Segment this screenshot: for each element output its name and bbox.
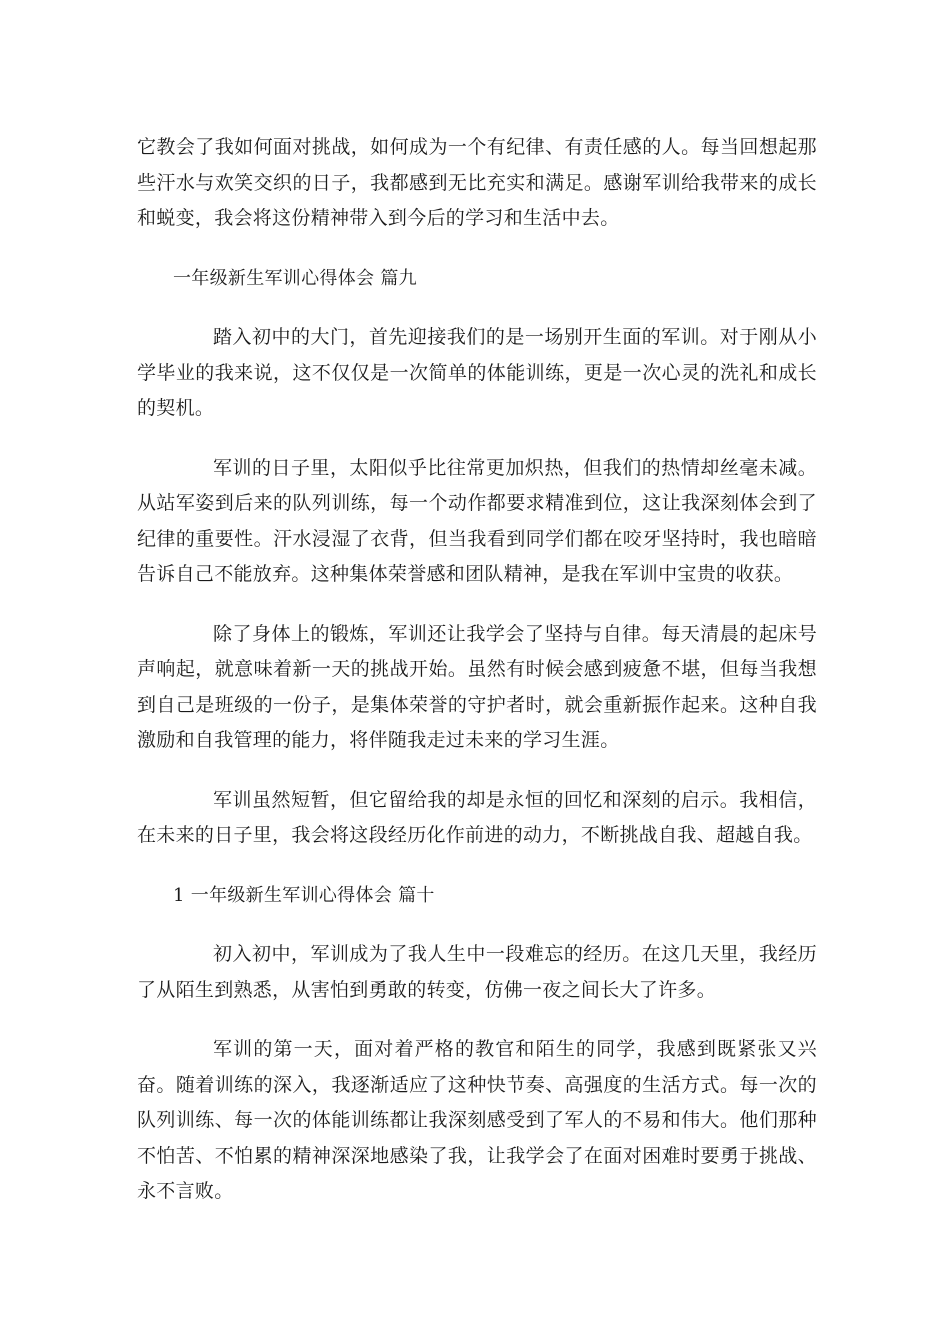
paragraph: 军训的日子里，太阳似乎比往常更加炽热，但我们的热情却丝毫未减。从站军姿到后来的队列训练，每一个动作都要求精准到位，这让我深刻体会到了纪律的重要性。汗水浸湿了衣背，但当我看到同学们都在咬牙坚持时，我也暗暗告诉自己不能放弃。这种集体荣誉感和团队精神，是我在军训中宝贵的收获。 (137, 456, 817, 585)
section-heading: 一年级新生军训心得体会 篇九 (173, 267, 417, 289)
document-body (137, 130, 817, 1234)
paragraph: 除了身体上的锻炼，军训还让我学会了坚持与自律。每天清晨的起床号声响起，就意味着新一天的挑战开始。虽然有时候会感到疲惫不堪，但每当我想到自己是班级的一份子，是集体荣誉的守护者时，就会重新振作起来。这种自我激励和自我管理的能力，将伴随我走过未来的学习生涯。 (137, 622, 817, 751)
paragraph: 踏入初中的大门，首先迎接我们的是一场别开生面的军训。对于刚从小学毕业的我来说，这不仅仅是一次简单的体能训练，更是一次心灵的洗礼和成长的契机。 (137, 326, 817, 419)
paragraph: 军训虽然短暂，但它留给我的却是永恒的回忆和深刻的启示。我相信，在未来的日子里，我会将这段经历化作前进的动力，不断挑战自我、超越自我。 (137, 788, 817, 846)
section-heading: 1 一年级新生军训心得体会 篇十 (173, 884, 435, 906)
paragraph: 军训的第一天，面对着严格的教官和陌生的同学，我感到既紧张又兴奋。随着训练的深入，我逐渐适应了这种快节奏、高强度的生活方式。每一次的队列训练、每一次的体能训练都让我深刻感受到了军人的不易和伟大。他们那种不怕苦、不怕累的精神深深地感染了我，让我学会了在面对困难时要勇于挑战、永不言败。 (137, 1038, 817, 1202)
paragraph: 初入初中，军训成为了我人生中一段难忘的经历。在这几天里，我经历了从陌生到熟悉，从害怕到勇敢的转变，仿佛一夜之间长大了许多。 (137, 943, 817, 1001)
paragraph: 它教会了我如何面对挑战，如何成为一个有纪律、有责任感的人。每当回想起那些汗水与欢笑交织的日子，我都感到无比充实和满足。感谢军训给我带来的成长和蜕变，我会将这份精神带入到今后的学习和生活中去。 (137, 136, 817, 229)
